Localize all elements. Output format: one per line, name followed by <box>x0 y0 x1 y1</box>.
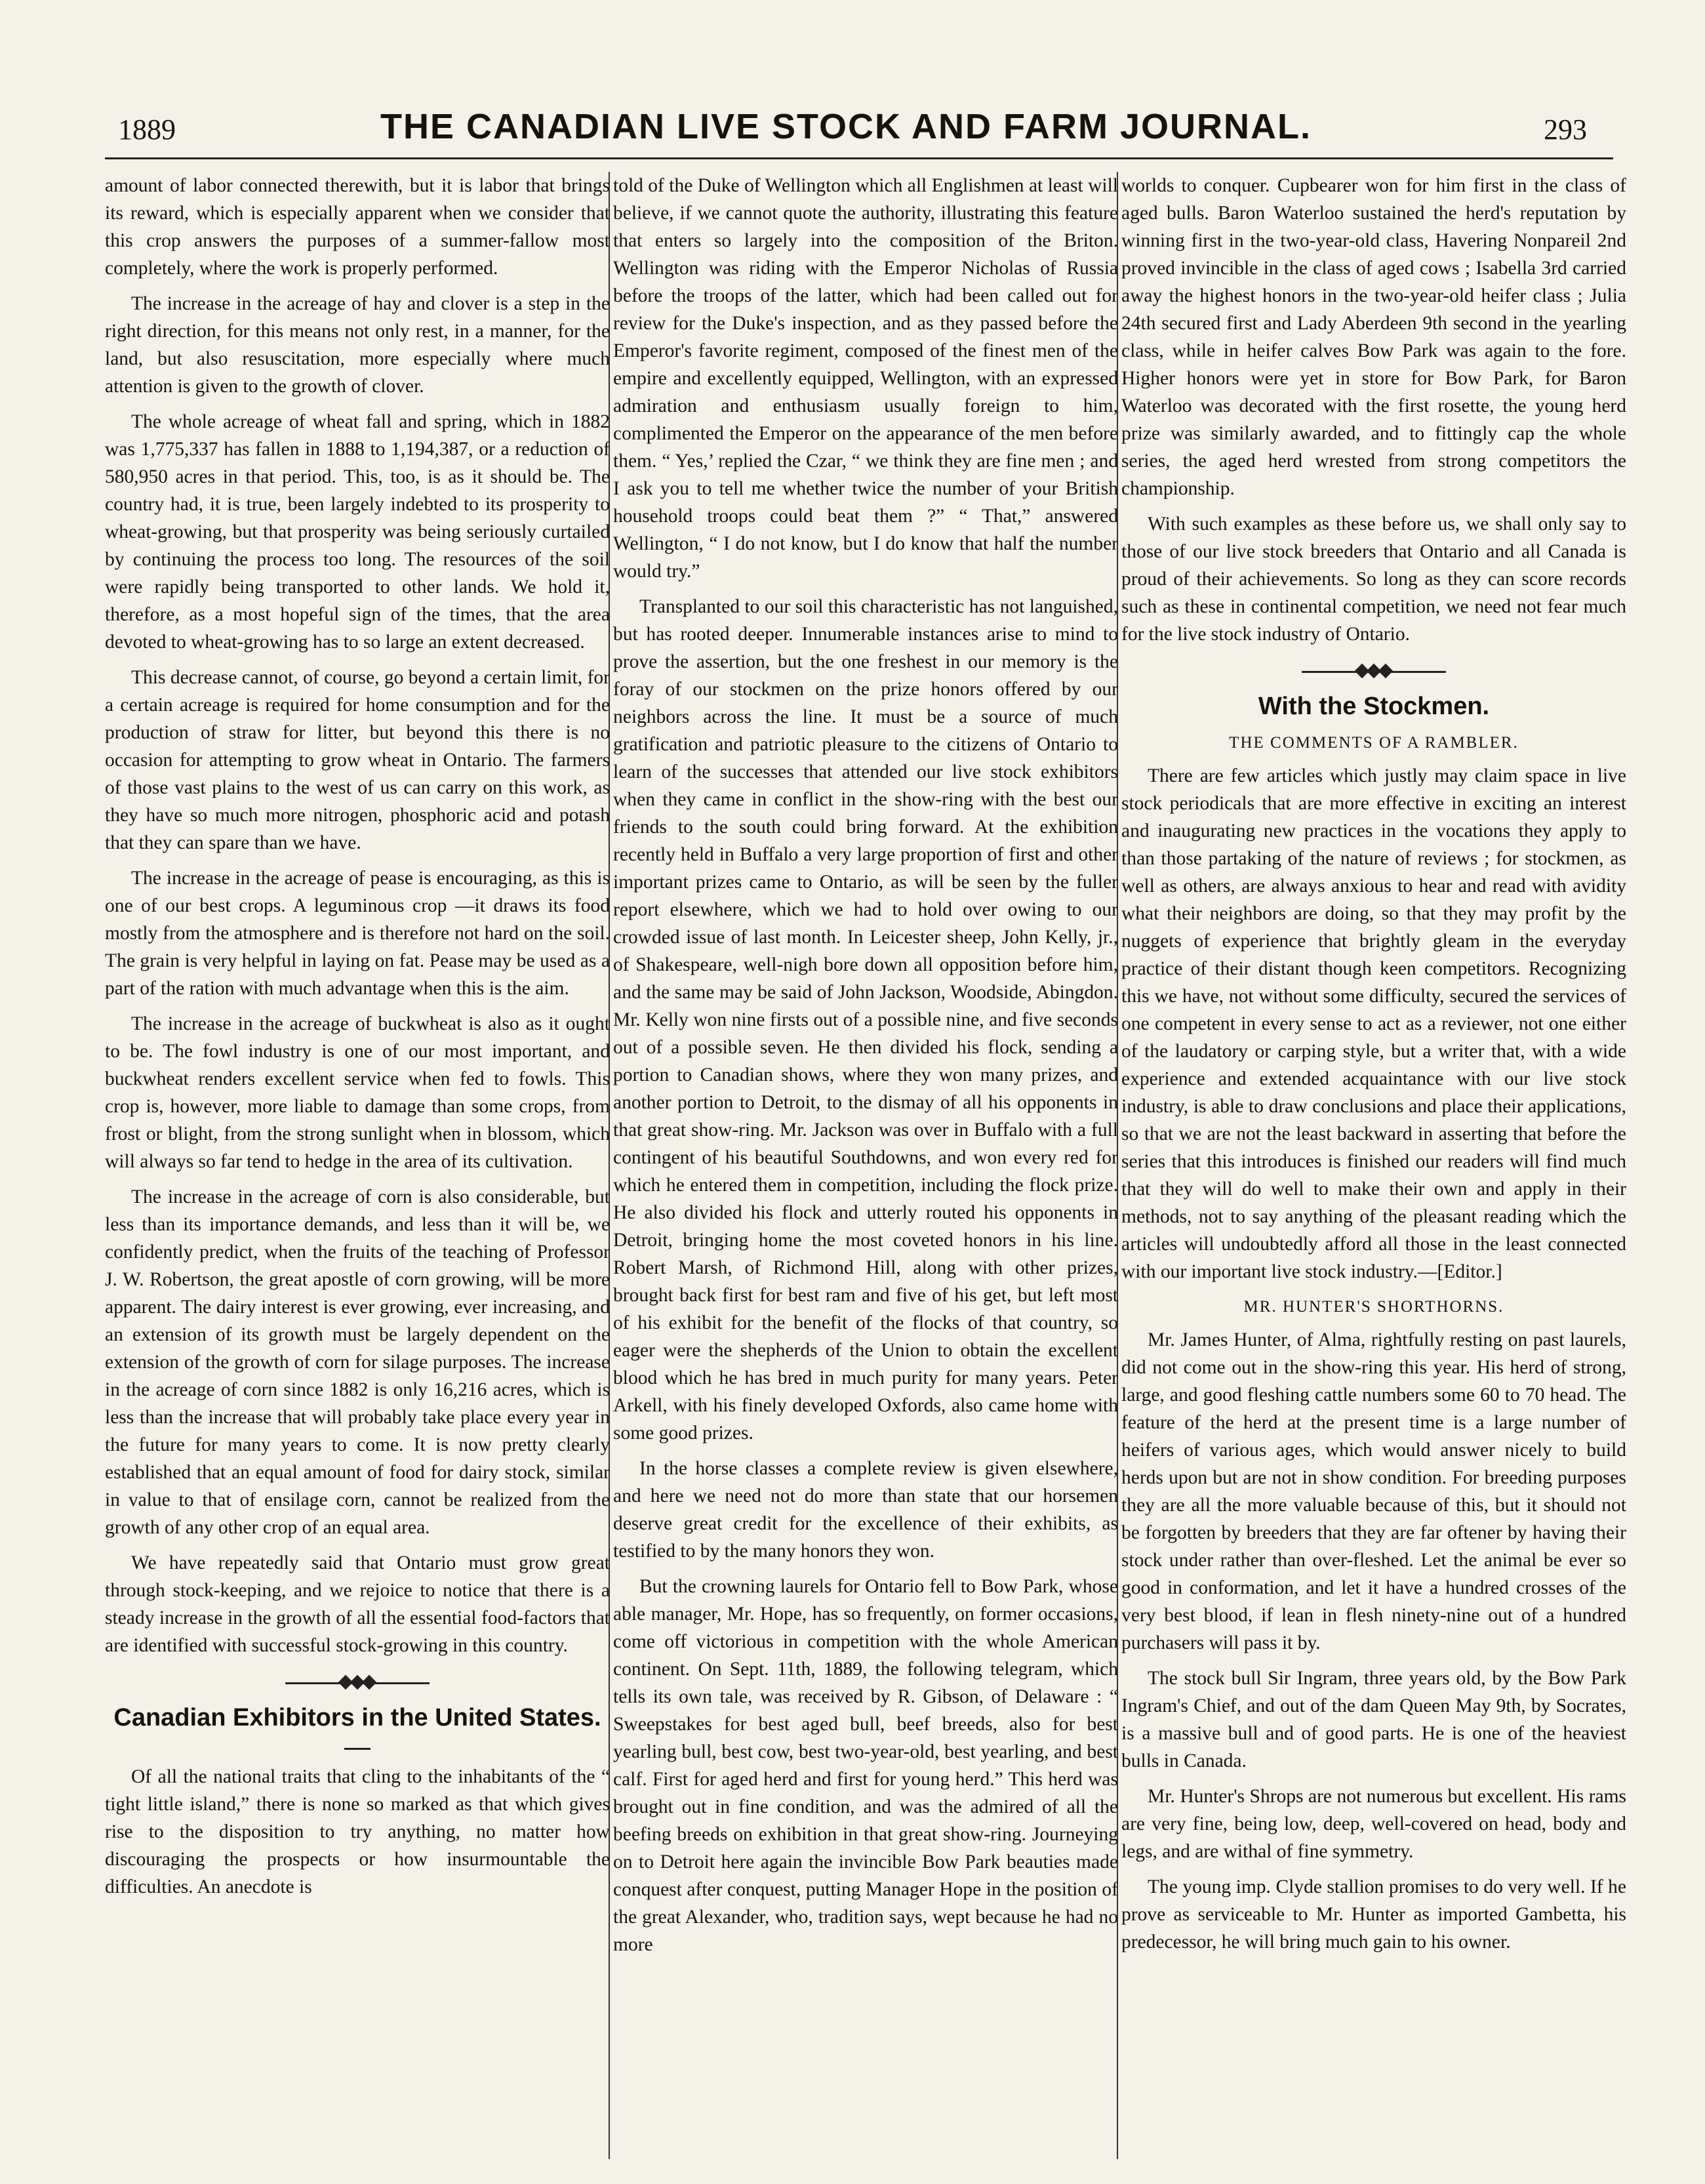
paragraph: The increase in the acreage of corn is also considerable, but less than its importance demands, and less than it will be, we confidently predict, when the fruits of the teaching of Professor J. W. Robertson, the great apostle of corn growing, will be more apparent. The dairy interest is ever growing, ever increasing, and an extension of its growth must be largely dependent on the extension of the growth of corn for silage purposes. The increase in the acreage of corn since 1882 is only 16,216 acres, which is less than the increase that will probably take place every year in the future for many years to come. It is now pretty clearly established that an equal amount of food for dairy stock, similar in value to that of ensilage corn, cannot be realized from the growth of any other crop of an equal area. <box>105 1186 610 1538</box>
paragraph: We have repeatedly said that Ontario must grow great through stock-keeping, and we rejoice to notice that there is a steady increase in the growth of all the essential food-factors that are identified with successful stock-growing in this country. <box>105 1552 610 1656</box>
page-header <box>92 98 1600 151</box>
title-dash <box>344 1741 371 1756</box>
paragraph: The stock bull Sir Ingram, three years old, by the Bow Park Ingram's Chief, and out of the dam Queen May 9th, by Socrates, is a massive bull and of good parts. He is one of the heaviest bulls in Canada. <box>1121 1668 1626 1771</box>
subheading-rambler: THE COMMENTS OF A RAMBLER. <box>1229 734 1519 752</box>
paragraph: The whole acreage of wheat fall and spring, which in 1882 was 1,775,337 has fallen in 1888 to 1,194,387, or a reduction of 580,950 acres in that period. This, too, is as it should be. The country had, it is true, been largely indebted to its prosperity to wheat-growing, but that prosperity was being seriously curtailed by continuing the process too long. The resources of the soil were rapidly being transported to other lands. We hold it, therefore, as a most hopeful sign of the times, that the area devoted to wheat-growing has to so large an extent decreased. <box>105 411 610 653</box>
article-title-with-the-stockmen: With the Stockmen. <box>1258 693 1490 720</box>
paragraph: The increase in the acreage of buckwheat is also as it ought to be. The fowl industry is one of our most important, and buckwheat renders excellent service when fed to fowls. This crop is, however, more liable to damage than some crops, from frost or blight, from the strong sunlight when in blossom, which will always so far tend to hedge in the area of its cultivation. <box>105 1013 610 1172</box>
header-rule <box>105 157 1613 159</box>
column-3 <box>1121 172 1626 2166</box>
paragraph: But the crowning laurels for Ontario fell to Bow Park, whose able manager, Mr. Hope, has so frequently, on former occasions, come off victorious in competition with the whole American continent. On Sept. 11th, 1889, the following telegram, which tells its own tale, was received by R. Gibson, of Delaware : “ Sweepstakes for best aged bull, beef breeds, also for best yearling bull, best cow, best two-year-old, best yearling, and best calf. First for aged herd and first for young herd.” This herd was brought out in fine condition, and was the admired of all the beefing breeds on exhibition in that great show-ring. Journeying on to Detroit here again the invincible Bow Park beauties made conquest after conquest, putting Manager Hope in the position of the great Alexander, who, tradition says, wept because he had no more <box>613 1576 1118 1955</box>
paragraph: Of all the national traits that cling to the inhabitants of the “ tight little island,” there is none so marked as that which gives rise to the disposition to try anything, no matter how discouraging the prospects or how insurmountable the difficulties. An anecdote is <box>105 1766 610 1897</box>
header-page-number: 293 <box>1544 113 1587 146</box>
header-year: 1889 <box>118 113 176 146</box>
paragraph: Mr. Hunter's Shrops are not numerous but excellent. His rams are very fine, being low, deep, well-covered on head, body and legs, and are withal of fine symmetry. <box>1121 1786 1626 1862</box>
paragraph: amount of labor connected therewith, but it is labor that brings its reward, which is especially apparent when we consider that this crop answers the purposes of a summer-fallow most completely, where the work is properly performed. <box>105 175 610 279</box>
article-title-canadian-exhibitors: Canadian Exhibitors in the United States. <box>113 1704 601 1731</box>
paragraph: There are few articles which justly may claim space in live stock periodicals that are more effective in exciting an interest and inaugurating new practices in the vocations they apply to than those partaking of the nature of reviews ; for stockmen, as well as others, are always anxious to hear and read with avidity what their neighbors are doing, so that they may profit by the nuggets of experience that brightly gleam in the everyday practice of their distant though keen competitors. Recognizing this we have, not without some difficulty, secured the services of one competent in every sense to act as a reviewer, not one either of the laudatory or carping style, but a writer that, with a wide experience and extended acquaintance with our live stock industry, is able to draw conclusions and place their applications, so that we are not the least backward in asserting that before the series that this introduces is finished our readers will find much that they will do well to make their own and apply in their methods, not to say anything of the pleasant reading which the articles will undoubtedly afford all those in the least connected with our important live stock industry.—[Editor.] <box>1121 765 1626 1282</box>
subheading-hunter-shorthorns: MR. HUNTER'S SHORTHORNS. <box>1243 1298 1504 1316</box>
paragraph: With such examples as these before us, we shall only say to those of our live stock breeders that Ontario and all Canada is proud of their achievements. So long as they can score records such as these in continental competition, we need not fear much for the live stock industry of Ontario. <box>1121 514 1626 645</box>
section-divider <box>1302 664 1446 679</box>
paragraph: In the horse classes a complete review is given elsewhere, and here we need not do more than state that our horsemen deserve great credit for the excellence of their exhibits, as testified to by the many honors they won. <box>613 1458 1118 1562</box>
paragraph: The increase in the acreage of hay and clover is a step in the right direction, for this means not only rest, in a manner, for the land, but also resuscitation, more especially where much attention is given to the growth of clover. <box>105 293 610 397</box>
paragraph: told of the Duke of Wellington which all Englishmen at least will believe, if we cannot quote the authority, illustrating this feature that enters so largely into the composition of the Briton. Wellington was riding with the Emperor Nicholas of Russia before the troops of the latter, which had been called out for review for the Duke's inspection, and as they passed before the Emperor's favorite regiment, composed of the finest men of the empire and excellently equipped, Wellington, with an expressed admiration and enthusiasm usually foreign to him, complimented the Emperor on the appearance of the men before them. “ Yes,’ replied the Czar, “ we think they are fine men ; and I ask you to tell me whether twice the number of your British household troops could beat them ?” “ That,” answered Wellington, “ I do not know, but I do know that half the number would try.” <box>613 175 1118 582</box>
paragraph: The increase in the acreage of pease is encouraging, as this is one of our best crops. A leguminous crop —it draws its food mostly from the atmosphere and is therefore not hard on the soil. The grain is very helpful in laying on fat. Pease may be used as a part of the ration with much advantage when this is the aim. <box>105 868 610 999</box>
paragraph: Transplanted to our soil this characteristic has not languished, but has rooted deeper. Innumerable instances arise to mind to prove the assertion, but the one freshest in our memory is the foray of our stockmen on the prize honors offered by our neighbors across the line. It must be a source of much gratification and patriotic pleasure to the citizens of Ontario to learn of the successes that attended our live stock exhibitors when they came in conflict in the show-ring with the best our friends to the south could bring forward. At the exhibition recently held in Buffalo a very large proportion of first and other important prizes came to Ontario, as will be seen by the fuller report elsewhere, which we had to hold over owing to our crowded issue of last month. In Leicester sheep, John Kelly, jr., of Shakespeare, well-nigh bore down all opposition before him, and the same may be said of John Jackson, Woodside, Abingdon. Mr. Kelly won nine firsts out of a possible nine, and five seconds out of a possible seven. He then divided his flock, sending a portion to Canadian shows, where they won many prizes, and another portion to Detroit, to the dismay of all his opponents in that great show-ring. Mr. Jackson was over in Buffalo with a full contingent of his beautiful Southdowns, and won every red for which he entered them in competition, including the flock prize. He also divided his flock and utterly routed his opponents in Detroit, bringing home the most coveted honors in his line. Robert Marsh, of Richmond Hill, along with other prizes, brought back first for best ram and five of his get, but left most of his exhibit for the benefit of the flocks of that country, so eager were the shepherds of the Union to obtain the excellent blood which he has bred in much purity for many years. Peter Arkell, with his finely developed Oxfords, also came home with some good prizes. <box>613 596 1118 1444</box>
column-2 <box>613 172 1118 2166</box>
section-divider <box>285 1675 430 1691</box>
header-title: THE CANADIAN LIVE STOCK AND FARM JOURNAL. <box>380 107 1312 146</box>
paragraph: The young imp. Clyde stallion promises to do very well. If he prove as serviceable to Mr. Hunter as imported Gambetta, his predecessor, he will bring much gain to his owner. <box>1121 1876 1626 1952</box>
paragraph: Mr. James Hunter, of Alma, rightfully resting on past laurels, did not come out in the show-ring this year. His herd of strong, large, and good fleshing cattle numbers some 60 to 70 head. The feature of the herd at the present time is a large number of heifers of various ages, which would answer nicely to build herds upon but are not in show condition. For breeding purposes they are all the more valuable because of this, but it should not be forgotten by breeders that they are far oftener by having their stock under rather than over-fleshed. Let the animal be ever so good in conformation, and let it have a hundred crosses of the very best blood, if lean in flesh ninety-nine out of a hundred purchasers will pass it by. <box>1121 1329 1626 1653</box>
paragraph: worlds to conquer. Cupbearer won for him first in the class of aged bulls. Baron Waterloo sustained the herd's reputation by winning first in the two-year-old class, Havering Nonpareil 2nd proved invincible in the class of aged cows ; Isabella 3rd carried away the highest honors in the two-year-old heifer class ; Julia 24th secured first and Lady Aberdeen 9th second in the yearling class, while in heifer calves Bow Park was again to the fore. Higher honors were yet in store for Bow Park, for Baron Waterloo was decorated with the first rosette, the young herd prize was similarly awarded, and to fittingly cap the whole series, the aged herd wrested from strong competitors the championship. <box>1121 175 1626 499</box>
column-1 <box>105 172 610 2166</box>
paragraph: This decrease cannot, of course, go beyond a certain limit, for a certain acreage is required for home consumption and for the production of straw for litter, but beyond this there is no occasion for attempting to grow wheat in Ontario. The farmers of those vast plains to the west of us can carry on this work, as they have so much more nitrogen, phosphoric acid and potash that they can spare than we have. <box>105 667 610 853</box>
